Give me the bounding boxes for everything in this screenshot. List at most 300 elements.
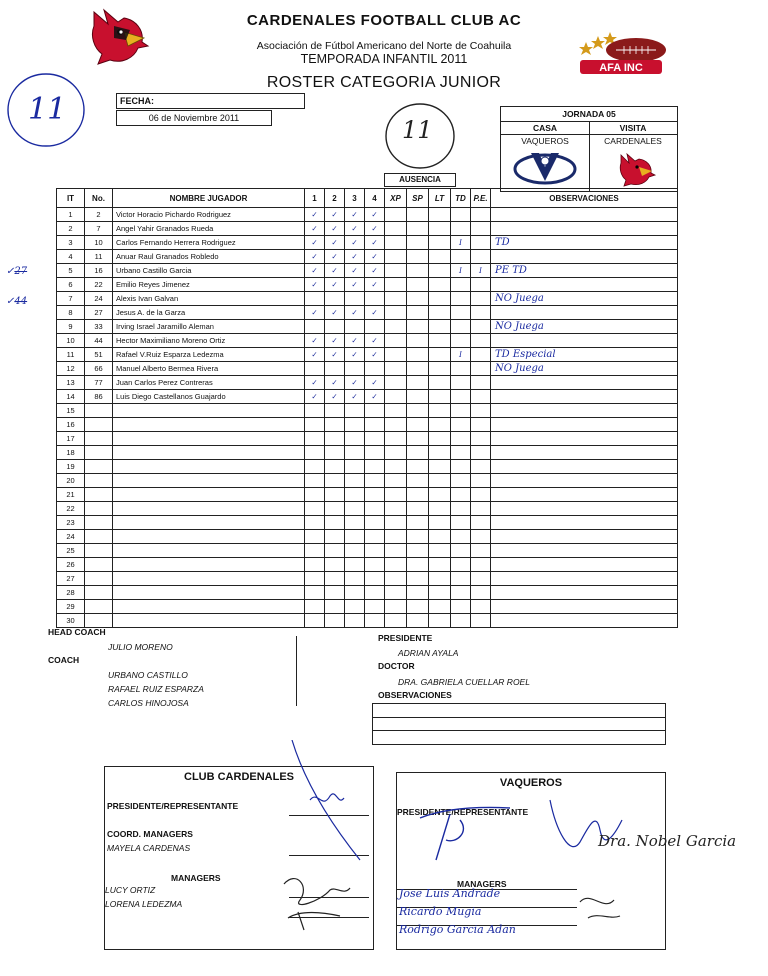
row-q1-cell: ✓: [305, 390, 325, 404]
row-number: 24: [85, 292, 113, 306]
row-xp-cell: [385, 404, 407, 418]
table-row: [57, 614, 678, 628]
coord-managers-label: COORD. MANAGERS: [107, 829, 193, 839]
row-q1-cell: ✓: [305, 222, 325, 236]
row-number: [85, 460, 113, 474]
row-q1-cell: [305, 446, 325, 460]
ausencia-label: AUSENCIA: [384, 173, 456, 187]
row-q3-cell: ✓: [345, 376, 365, 390]
row-number: 27: [85, 306, 113, 320]
row-xp-cell: [385, 544, 407, 558]
table-row: [57, 474, 678, 488]
row-it: 26: [57, 558, 85, 572]
row-lt-cell: [429, 222, 451, 236]
row-q4-cell: [365, 558, 385, 572]
row-lt-cell: [429, 292, 451, 306]
row-player-name: Jesus A. de la Garza: [113, 306, 305, 320]
row-sp-cell: [407, 250, 429, 264]
row-q2-cell: ✓: [325, 250, 345, 264]
col-q2: 2: [325, 189, 345, 208]
row-q3-cell: [345, 432, 365, 446]
row-q3-cell: [345, 460, 365, 474]
row-td-cell: I: [451, 264, 471, 278]
row-observaciones: [491, 530, 678, 544]
row-xp-cell: [385, 572, 407, 586]
col-q4: 4: [365, 189, 385, 208]
col-xp: XP: [385, 189, 407, 208]
table-row: [57, 488, 678, 502]
row-q3-cell: ✓: [345, 222, 365, 236]
row-pe-cell: [471, 530, 491, 544]
row-observaciones: [491, 390, 678, 404]
row-td-cell: [451, 614, 471, 628]
row-observaciones: [491, 278, 678, 292]
row-lt-cell: [429, 362, 451, 376]
row-number: [85, 600, 113, 614]
row-pe-cell: [471, 306, 491, 320]
row-sp-cell: [407, 264, 429, 278]
row-q2-cell: [325, 432, 345, 446]
observaciones-label: OBSERVACIONES: [378, 690, 452, 700]
row-sp-cell: [407, 614, 429, 628]
vaqueros-manager-2: Ricardo Mugia: [399, 905, 482, 918]
row-xp-cell: [385, 208, 407, 222]
row-q4-cell: [365, 362, 385, 376]
table-row: [57, 446, 678, 460]
row-player-name: [113, 502, 305, 516]
row-player-name: Irving Israel Jaramillo Aleman: [113, 320, 305, 334]
row-it: 10: [57, 334, 85, 348]
row-it: 24: [57, 530, 85, 544]
row-it: 16: [57, 418, 85, 432]
row-td-cell: [451, 278, 471, 292]
row-observaciones: [491, 544, 678, 558]
row-q3-cell: [345, 572, 365, 586]
row-it: 5: [57, 264, 85, 278]
observaciones-box: [372, 703, 666, 745]
row-number: [85, 586, 113, 600]
table-row: [57, 208, 678, 222]
row-number: 77: [85, 376, 113, 390]
row-q4-cell: [365, 292, 385, 306]
row-td-cell: [451, 600, 471, 614]
row-pe-cell: [471, 404, 491, 418]
row-it: 22: [57, 502, 85, 516]
row-number: [85, 614, 113, 628]
row-q1-cell: ✓: [305, 278, 325, 292]
row-number: [85, 558, 113, 572]
row-q3-cell: [345, 600, 365, 614]
row-observaciones: [491, 376, 678, 390]
roster-header-row: [57, 189, 678, 208]
row-td-cell: [451, 418, 471, 432]
row-observaciones: TD Especial: [491, 348, 678, 362]
row-sp-cell: [407, 236, 429, 250]
row-player-name: Angel Yahir Granados Rueda: [113, 222, 305, 236]
row-it: 29: [57, 600, 85, 614]
row-number: 10: [85, 236, 113, 250]
row-observaciones: [491, 474, 678, 488]
row-player-name: [113, 544, 305, 558]
row-lt-cell: [429, 208, 451, 222]
row-td-cell: [451, 292, 471, 306]
row-pe-cell: [471, 502, 491, 516]
doctor-label: DOCTOR: [378, 661, 415, 671]
table-row: [57, 460, 678, 474]
row-q1-cell: ✓: [305, 250, 325, 264]
row-q1-cell: ✓: [305, 334, 325, 348]
table-row: [57, 334, 678, 348]
row-sp-cell: [407, 292, 429, 306]
row-td-cell: [451, 572, 471, 586]
row-xp-cell: [385, 488, 407, 502]
table-row: [57, 348, 678, 362]
row-it: 2: [57, 222, 85, 236]
row-q4-cell: [365, 418, 385, 432]
row-td-cell: I: [451, 236, 471, 250]
row-q4-cell: ✓: [365, 250, 385, 264]
row-sp-cell: [407, 446, 429, 460]
row-xp-cell: [385, 446, 407, 460]
row-sp-cell: [407, 390, 429, 404]
row-observaciones: [491, 250, 678, 264]
row-q4-cell: ✓: [365, 348, 385, 362]
row-q2-cell: ✓: [325, 334, 345, 348]
row-pe-cell: [471, 572, 491, 586]
row-it: 25: [57, 544, 85, 558]
table-row: [57, 558, 678, 572]
row-pe-cell: [471, 334, 491, 348]
head-coach-label: HEAD COACH: [48, 627, 106, 637]
row-sp-cell: [407, 558, 429, 572]
row-xp-cell: [385, 250, 407, 264]
table-row: [57, 544, 678, 558]
visita-team: CARDENALES: [604, 136, 662, 146]
row-pe-cell: [471, 236, 491, 250]
row-q4-cell: [365, 600, 385, 614]
vaqueros-box-title: VAQUEROS: [499, 777, 563, 789]
table-row: [57, 530, 678, 544]
coach-name-3: CARLOS HINOJOSA: [108, 698, 189, 708]
row-td-cell: [451, 376, 471, 390]
row-q1-cell: [305, 488, 325, 502]
row-lt-cell: [429, 572, 451, 586]
row-number: [85, 530, 113, 544]
row-player-name: Alexis Ivan Galvan: [113, 292, 305, 306]
row-player-name: [113, 404, 305, 418]
table-row: [57, 516, 678, 530]
table-row: [57, 418, 678, 432]
casa-team: VAQUEROS: [521, 136, 569, 146]
signatures-icon: [270, 740, 768, 976]
row-q1-cell: [305, 530, 325, 544]
row-lt-cell: [429, 334, 451, 348]
row-q4-cell: ✓: [365, 390, 385, 404]
row-q2-cell: ✓: [325, 306, 345, 320]
row-q2-cell: [325, 292, 345, 306]
row-sp-cell: [407, 222, 429, 236]
row-observaciones: [491, 446, 678, 460]
row-player-name: [113, 446, 305, 460]
row-xp-cell: [385, 362, 407, 376]
row-player-name: [113, 600, 305, 614]
row-player-name: Carlos Fernando Herrera Rodriguez: [113, 236, 305, 250]
row-q1-cell: [305, 558, 325, 572]
row-xp-cell: [385, 474, 407, 488]
row-player-name: [113, 558, 305, 572]
roster-table: [56, 188, 678, 628]
club-manager-1: LUCY ORTIZ: [105, 885, 156, 895]
row-q3-cell: [345, 516, 365, 530]
row-q2-cell: [325, 544, 345, 558]
row-sp-cell: [407, 432, 429, 446]
row-q4-cell: ✓: [365, 376, 385, 390]
row-xp-cell: [385, 418, 407, 432]
row-q1-cell: ✓: [305, 348, 325, 362]
row-player-name: [113, 516, 305, 530]
row-q3-cell: [345, 404, 365, 418]
jornada-box: [500, 106, 678, 192]
row-observaciones: [491, 572, 678, 586]
row-pe-cell: I: [471, 264, 491, 278]
row-player-name: [113, 586, 305, 600]
row-sp-cell: [407, 488, 429, 502]
row-pe-cell: [471, 600, 491, 614]
col-name: NOMBRE JUGADOR: [113, 189, 305, 208]
row-number: [85, 544, 113, 558]
row-observaciones: [491, 600, 678, 614]
row-pe-cell: [471, 222, 491, 236]
row-lt-cell: [429, 264, 451, 278]
row-q3-cell: ✓: [345, 236, 365, 250]
row-q2-cell: [325, 614, 345, 628]
row-sp-cell: [407, 530, 429, 544]
row-number: [85, 516, 113, 530]
row-td-cell: [451, 362, 471, 376]
row-player-name: Victor Horacio Pichardo Rodriguez: [113, 208, 305, 222]
row-q1-cell: ✓: [305, 306, 325, 320]
row-q1-cell: [305, 516, 325, 530]
doctor-name: DRA. GABRIELA CUELLAR ROEL: [398, 677, 530, 687]
row-q4-cell: ✓: [365, 334, 385, 348]
table-row: [57, 502, 678, 516]
row-observaciones: [491, 418, 678, 432]
row-sp-cell: [407, 362, 429, 376]
row-q4-cell: [365, 460, 385, 474]
row-pe-cell: [471, 348, 491, 362]
head-coach-name: JULIO MORENO: [108, 642, 173, 652]
casa-label: CASA: [532, 123, 558, 133]
presidente-name: ADRIAN AYALA: [398, 648, 459, 658]
row-it: 3: [57, 236, 85, 250]
row-td-cell: [451, 474, 471, 488]
row-q3-cell: [345, 530, 365, 544]
row-lt-cell: [429, 348, 451, 362]
row-q3-cell: [345, 446, 365, 460]
row-td-cell: [451, 558, 471, 572]
row-lt-cell: [429, 404, 451, 418]
row-it: 4: [57, 250, 85, 264]
row-observaciones: [491, 502, 678, 516]
row-q2-cell: [325, 460, 345, 474]
coach-label: COACH: [48, 655, 80, 665]
row-q2-cell: [325, 320, 345, 334]
row-number: 51: [85, 348, 113, 362]
row-sp-cell: [407, 278, 429, 292]
row-q2-cell: ✓: [325, 348, 345, 362]
row-q3-cell: [345, 544, 365, 558]
row-number: 33: [85, 320, 113, 334]
row-lt-cell: [429, 390, 451, 404]
row-q2-cell: ✓: [325, 264, 345, 278]
row-sp-cell: [407, 376, 429, 390]
row-pe-cell: [471, 474, 491, 488]
visita-label: VISITA: [619, 123, 647, 133]
row-observaciones: TD: [491, 236, 678, 250]
row-q3-cell: [345, 418, 365, 432]
row-player-name: [113, 432, 305, 446]
row-td-cell: [451, 516, 471, 530]
row-lt-cell: [429, 320, 451, 334]
row-xp-cell: [385, 586, 407, 600]
row-lt-cell: [429, 544, 451, 558]
row-pe-cell: [471, 558, 491, 572]
row-observaciones: [491, 222, 678, 236]
row-td-cell: [451, 488, 471, 502]
row-lt-cell: [429, 530, 451, 544]
row-q1-cell: [305, 404, 325, 418]
row-player-name: Hector Maximiliano Moreno Ortiz: [113, 334, 305, 348]
row-pe-cell: [471, 488, 491, 502]
roster-body: [57, 208, 678, 628]
row-observaciones: [491, 208, 678, 222]
row-pe-cell: [471, 432, 491, 446]
handwritten-signature-name: Dra. Nobel Garcia: [598, 832, 737, 850]
row-q4-cell: ✓: [365, 264, 385, 278]
row-lt-cell: [429, 236, 451, 250]
row-number: 11: [85, 250, 113, 264]
row-observaciones: PE TD: [491, 264, 678, 278]
row-q4-cell: ✓: [365, 278, 385, 292]
row-td-cell: [451, 390, 471, 404]
row-sp-cell: [407, 348, 429, 362]
row-td-cell: [451, 446, 471, 460]
row-q1-cell: [305, 362, 325, 376]
row-player-name: Anuar Raul Granados Robledo: [113, 250, 305, 264]
row-number: 44: [85, 334, 113, 348]
table-row: [57, 236, 678, 250]
coach-name-2: RAFAEL RUIZ ESPARZA: [108, 684, 204, 694]
row-observaciones: NO Juega: [491, 292, 678, 306]
row-pe-cell: [471, 320, 491, 334]
row-q4-cell: [365, 488, 385, 502]
row-number: [85, 474, 113, 488]
row-q1-cell: [305, 432, 325, 446]
fecha-label: FECHA:: [116, 93, 305, 109]
row-lt-cell: [429, 278, 451, 292]
table-row: [57, 362, 678, 376]
row-xp-cell: [385, 432, 407, 446]
row-q2-cell: [325, 418, 345, 432]
table-row: [57, 600, 678, 614]
row-number: 2: [85, 208, 113, 222]
row-q1-cell: ✓: [305, 208, 325, 222]
row-q3-cell: [345, 488, 365, 502]
row-sp-cell: [407, 516, 429, 530]
row-number: [85, 404, 113, 418]
row-q1-cell: [305, 586, 325, 600]
afa-logo-icon: [572, 30, 672, 80]
row-pe-cell: [471, 446, 491, 460]
club-manager-2: LORENA LEDEZMA: [105, 899, 183, 909]
row-q4-cell: [365, 516, 385, 530]
row-it: 9: [57, 320, 85, 334]
handwritten-number-left: 11: [28, 92, 67, 127]
row-td-cell: [451, 320, 471, 334]
row-it: 18: [57, 446, 85, 460]
row-sp-cell: [407, 460, 429, 474]
club-box-title: CLUB CARDENALES: [184, 771, 294, 783]
row-sp-cell: [407, 600, 429, 614]
row-q3-cell: [345, 586, 365, 600]
row-number: 22: [85, 278, 113, 292]
row-lt-cell: [429, 558, 451, 572]
row-td-cell: [451, 250, 471, 264]
table-row: [57, 222, 678, 236]
row-number: [85, 502, 113, 516]
row-it: 19: [57, 460, 85, 474]
row-observaciones: [491, 614, 678, 628]
row-lt-cell: [429, 432, 451, 446]
presidente-label: PRESIDENTE: [378, 633, 433, 643]
row-sp-cell: [407, 418, 429, 432]
row-lt-cell: [429, 446, 451, 460]
row-lt-cell: [429, 474, 451, 488]
row-q1-cell: ✓: [305, 236, 325, 250]
row-td-cell: [451, 222, 471, 236]
row-q3-cell: ✓: [345, 250, 365, 264]
row-sp-cell: [407, 572, 429, 586]
row-q2-cell: [325, 600, 345, 614]
row-sp-cell: [407, 474, 429, 488]
row-td-cell: [451, 432, 471, 446]
afa-logo-text: AFA INC: [599, 62, 643, 74]
season-title: TEMPORADA INFANTIL 2011: [300, 52, 468, 66]
row-pe-cell: [471, 544, 491, 558]
row-xp-cell: [385, 236, 407, 250]
row-sp-cell: [407, 208, 429, 222]
row-number: [85, 432, 113, 446]
row-sp-cell: [407, 306, 429, 320]
row-sp-cell: [407, 586, 429, 600]
row-pe-cell: [471, 460, 491, 474]
row-q2-cell: ✓: [325, 278, 345, 292]
coord-managers-name: MAYELA CARDENAS: [107, 843, 191, 853]
row-q4-cell: [365, 404, 385, 418]
row-it: 8: [57, 306, 85, 320]
row-pe-cell: [471, 586, 491, 600]
row-lt-cell: [429, 250, 451, 264]
row-number: [85, 446, 113, 460]
club-title: CARDENALES FOOTBALL CLUB AC: [246, 12, 522, 29]
row-q3-cell: [345, 362, 365, 376]
vaqueros-managers-label: MANAGERS: [457, 879, 507, 889]
row-q3-cell: ✓: [345, 348, 365, 362]
row-q2-cell: [325, 558, 345, 572]
row-xp-cell: [385, 390, 407, 404]
row-q3-cell: [345, 474, 365, 488]
row-q2-cell: [325, 586, 345, 600]
